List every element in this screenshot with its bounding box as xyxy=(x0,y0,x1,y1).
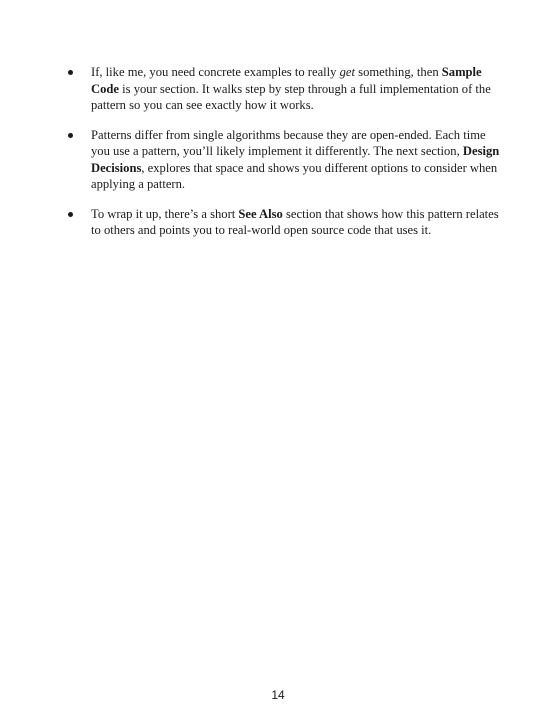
text-run: Patterns differ from single algorithms because they are open-ended. Each time you use a pattern, you’ll likely implement it differently. The next section, xyxy=(91,127,486,158)
section-name-design-decisions: Design Decisions xyxy=(91,144,500,175)
text-run: something, then xyxy=(355,65,442,79)
text-run: is your section. It walks step by step through a full implementation of the pattern so you can see exactly how it works. xyxy=(91,81,491,112)
page-number: 14 xyxy=(271,688,285,702)
text-run: To wrap it up, there’s a short xyxy=(91,206,239,221)
list-item xyxy=(62,127,502,193)
bullet-list xyxy=(62,64,502,252)
bullet-icon xyxy=(68,70,73,75)
list-item xyxy=(62,206,502,239)
section-name-see-also: See Also xyxy=(238,206,283,221)
list-item xyxy=(62,64,502,114)
bullet-icon xyxy=(68,212,73,217)
bullet-text xyxy=(91,65,491,112)
bullet-text xyxy=(91,128,499,192)
bullet-icon xyxy=(68,133,73,138)
text-run: , explores that space and shows you different options to consider when applying a pattern. xyxy=(91,160,498,191)
bullet-text xyxy=(91,207,499,238)
text-run: If, like me, you need concrete examples to really xyxy=(91,65,340,79)
text-run: section that shows how this pattern relates to others and points you to real-world open source code that uses it. xyxy=(91,206,499,237)
emphasis-text: get xyxy=(339,65,356,79)
section-name-sample-code: Sample Code xyxy=(91,65,482,96)
